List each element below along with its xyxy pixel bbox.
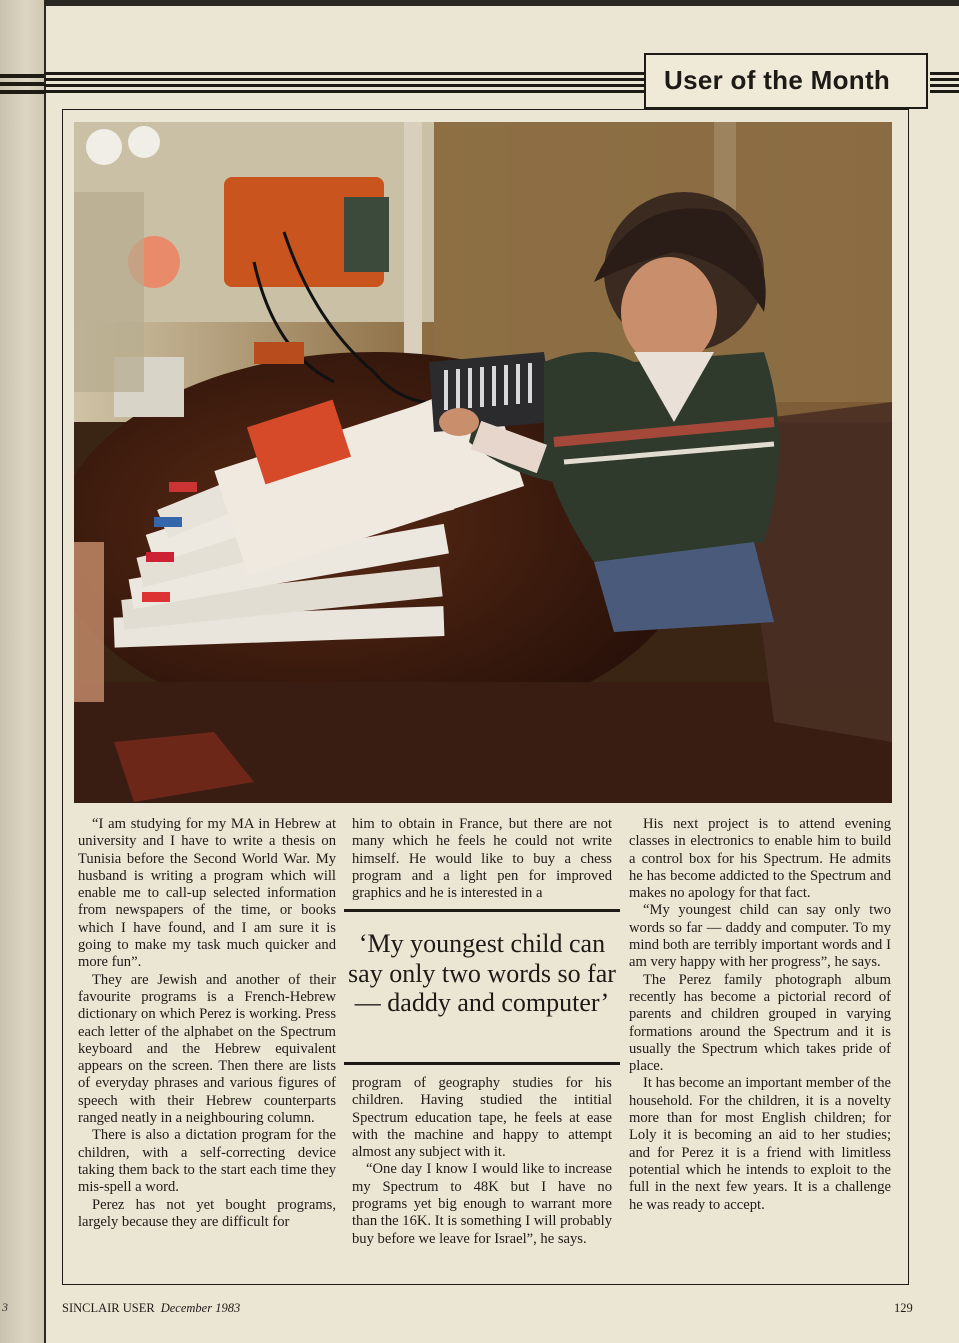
col1-paragraph: “I am studying for my MA in Hebrew at university and I have to write a thesis on Tunisia before the Second World War. My husband is writing a program which will enable me to call-up selected information from newspapers of the time, or books which I have found, and I am sure it is going to make my task much quicker and more fun”. xyxy=(78,816,336,971)
issue-date: December 1983 xyxy=(160,1301,241,1315)
previous-page-edge xyxy=(0,0,46,1343)
col3-paragraph: “My youngest child can say only two words so far — daddy and computer. To my mind both are terribly important words and I am very happy with her progress”, he says. xyxy=(629,902,891,971)
pull-quote xyxy=(344,909,620,1065)
pull-quote-text: ‘My youngest child can say only two words so far — daddy and computer’ xyxy=(348,929,616,1017)
left-rule xyxy=(0,90,44,94)
previous-page-number: 3 xyxy=(2,1300,8,1314)
article-column-1 xyxy=(78,816,336,1231)
col3-paragraph: The Perez family photograph album recently has become a pictorial record of parents and children grouped in varying formations around the Spectrum and it is usually the Spectrum which takes pride of place. xyxy=(629,971,891,1075)
header-rules xyxy=(44,72,644,96)
page-number: 129 xyxy=(894,1301,913,1315)
col3-paragraph: His next project is to attend evening classes in electronics to enable him to build a control box for his Spectrum. He admits he has become addicted to the Spectrum and makes no apology for that fact. xyxy=(629,816,891,902)
col2-paragraph: program of geography studies for his children. Having studied the intitial Spectrum education tape, he feels at ease with the machine and happy to attempt almost any subject with it. xyxy=(352,1075,612,1161)
header-rules-right xyxy=(930,72,959,96)
col1-paragraph: There is also a dictation program for the children, with a self-correcting device taking them back to the start each time they mis-spell a word. xyxy=(78,1127,336,1196)
left-rule xyxy=(0,82,44,86)
col3-paragraph: It has become an important member of the household. For the children, it is a novelty more than for most English children; for Loly it is becoming an aid to her studies; and for Perez it is a friend with limitless potential which he intends to exploit to the full in the next few years. It is a challenge he was ready to accept. xyxy=(629,1075,891,1213)
section-header xyxy=(644,53,928,109)
col1-paragraph: Perez has not yet bought programs, largely because they are difficult for xyxy=(78,1196,336,1230)
publication-name: SINCLAIR USER xyxy=(62,1301,155,1315)
col2-paragraph: him to obtain in France, but there are not many which he feels he could not write himself. He would like to buy a chess program and a light pen for improved graphics and he is interested in a xyxy=(352,816,612,902)
top-edge xyxy=(44,0,959,6)
footer-publication xyxy=(62,1301,240,1316)
col2-paragraph: “One day I know I would like to increase my Spectrum to 48K but I have no programs yet big enough to warrant more than the 16K. It is something I will probably buy before we leave for Israel”, he says. xyxy=(352,1161,612,1247)
article-column-2-bottom xyxy=(352,1075,612,1248)
left-rule xyxy=(0,74,44,78)
section-title: User of the Month xyxy=(664,65,891,95)
article-column-2-top xyxy=(352,816,612,902)
article-column-3 xyxy=(629,816,891,1214)
col1-paragraph: They are Jewish and another of their favourite programs is a French-Hebrew dictionary on which Perez is working. Press each letter of the alphabet on the Spectrum keyboard and the Hebrew equivalent appears on the screen. Then there are lists of everyday phrases and various figures of speech with their Hebrew counterparts ranged neatly in a neighbouring column. xyxy=(78,971,336,1127)
boy-at-zx-spectrum-photo xyxy=(74,122,892,803)
